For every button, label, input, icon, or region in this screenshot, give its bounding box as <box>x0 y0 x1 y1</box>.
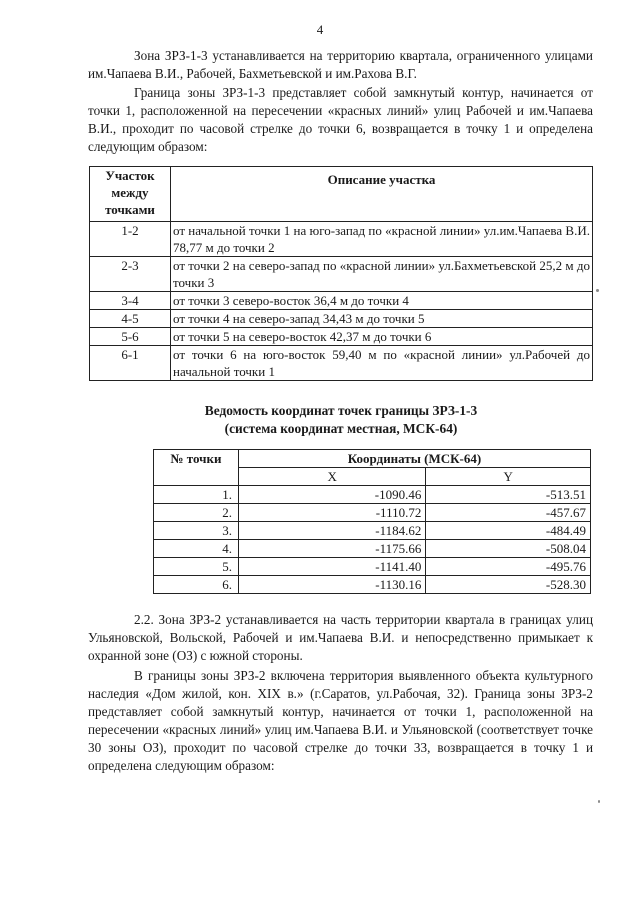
paragraph-zone-definition: Зона ЗРЗ-1-3 устанавливается на территорию квартала, ограниченного улицами им.Чапаева В.И., Рабочей, Бахметьевской и им.Рахова В.Г. <box>88 48 593 81</box>
x-cell: -1110.72 <box>239 504 426 522</box>
y-cell: -528.30 <box>426 576 591 594</box>
description-header: Описание участка <box>171 167 593 222</box>
page-number: 4 <box>316 22 324 37</box>
scan-speck <box>598 800 600 803</box>
coordinates-header: Координаты (МСК-64) <box>239 450 591 468</box>
y-header: Y <box>426 468 591 486</box>
point-cell: 5. <box>154 558 239 576</box>
segments-table <box>89 166 593 381</box>
scan-speck <box>596 289 599 292</box>
x-cell: -1184.62 <box>239 522 426 540</box>
y-cell: -513.51 <box>426 486 591 504</box>
segments-table-header <box>90 167 593 222</box>
x-header: X <box>239 468 426 486</box>
y-cell: -484.49 <box>426 522 591 540</box>
y-cell: -495.76 <box>426 558 591 576</box>
table-row <box>90 310 593 328</box>
description-cell: от точки 3 северо-восток 36,4 м до точки 4 <box>171 292 593 310</box>
x-cell: -1130.16 <box>239 576 426 594</box>
x-cell: -1175.66 <box>239 540 426 558</box>
table-row <box>154 540 591 558</box>
point-cell: 2. <box>154 504 239 522</box>
table-row <box>90 292 593 310</box>
segment-cell: 4-5 <box>90 310 171 328</box>
table-row <box>154 558 591 576</box>
paragraph-boundary-description: Граница зоны ЗРЗ-1-3 представляет собой замкнутый контур, начинается от точки 1, расположенной на пересечении «красных линий» улиц Рабочей и им.Чапаева В.И., проходит по часовой стрелке до точки 6, возвращается в точку 1 и определена следующим образом: <box>88 85 593 154</box>
table-row <box>154 522 591 540</box>
segment-cell: 2-3 <box>90 257 171 292</box>
segment-cell: 3-4 <box>90 292 171 310</box>
paragraph-zone-2-boundary: В границы зоны ЗРЗ-2 включена территория выявленного объекта культурного наследия «Дом жилой, кон. XIX в.» (г.Саратов, ул.Рабочая, 32). Граница зоны ЗРЗ-2 представляет собой замкнутый контур, начинается от точки 1, расположенной на пересечении «красных линий» улиц им.Чапаева В.И. и Ульяновской (соответствует точке 30 зоны ОЗ), проходит по часовой стрелке до точки 33, возвращается в точку 1 и определена следующим образом: <box>88 668 593 773</box>
point-cell: 6. <box>154 576 239 594</box>
point-cell: 3. <box>154 522 239 540</box>
table-row <box>90 346 593 381</box>
description-cell: от точки 4 на северо-запад 34,43 м до точки 5 <box>171 310 593 328</box>
x-cell: -1141.40 <box>239 558 426 576</box>
coordinates-table <box>153 449 591 594</box>
description-cell: от точки 6 на юго-восток 59,40 м по «красной линии» ул.Рабочей до начальной точки 1 <box>171 346 593 381</box>
coords-caption-title: Ведомость координат точек границы ЗРЗ-1-3 <box>204 403 478 418</box>
table-row <box>154 576 591 594</box>
description-cell: от начальной точки 1 на юго-запад по «красной линии» ул.им.Чапаева В.И. 78,77 м до точки 2 <box>171 222 593 257</box>
table-row <box>90 222 593 257</box>
coords-header-row <box>154 450 591 468</box>
point-cell: 4. <box>154 540 239 558</box>
description-cell: от точки 2 на северо-запад по «красной линии» ул.Бахметьевской 25,2 м до точки 3 <box>171 257 593 292</box>
y-cell: -508.04 <box>426 540 591 558</box>
coords-caption-subtitle: (система координат местная, МСК-64) <box>224 421 458 436</box>
table-row <box>90 257 593 292</box>
segment-cell: 6-1 <box>90 346 171 381</box>
point-number-header: № точки <box>154 450 239 486</box>
segment-cell: 5-6 <box>90 328 171 346</box>
x-cell: -1090.46 <box>239 486 426 504</box>
table-row <box>154 486 591 504</box>
y-cell: -457.67 <box>426 504 591 522</box>
description-cell: от точки 5 на северо-восток 42,37 м до точки 6 <box>171 328 593 346</box>
table-row <box>154 504 591 522</box>
point-cell: 1. <box>154 486 239 504</box>
paragraph-zone-2-2: 2.2. Зона ЗРЗ-2 устанавливается на часть территории квартала в границах улиц Ульяновской, Вольской, Рабочей и им.Чапаева В.И. и непосредственно примыкает к охранной зоне (ОЗ) с южной стороны. <box>88 612 593 663</box>
segment-cell: 1-2 <box>90 222 171 257</box>
table-row <box>90 328 593 346</box>
segment-header: Участок между точками <box>90 167 171 222</box>
